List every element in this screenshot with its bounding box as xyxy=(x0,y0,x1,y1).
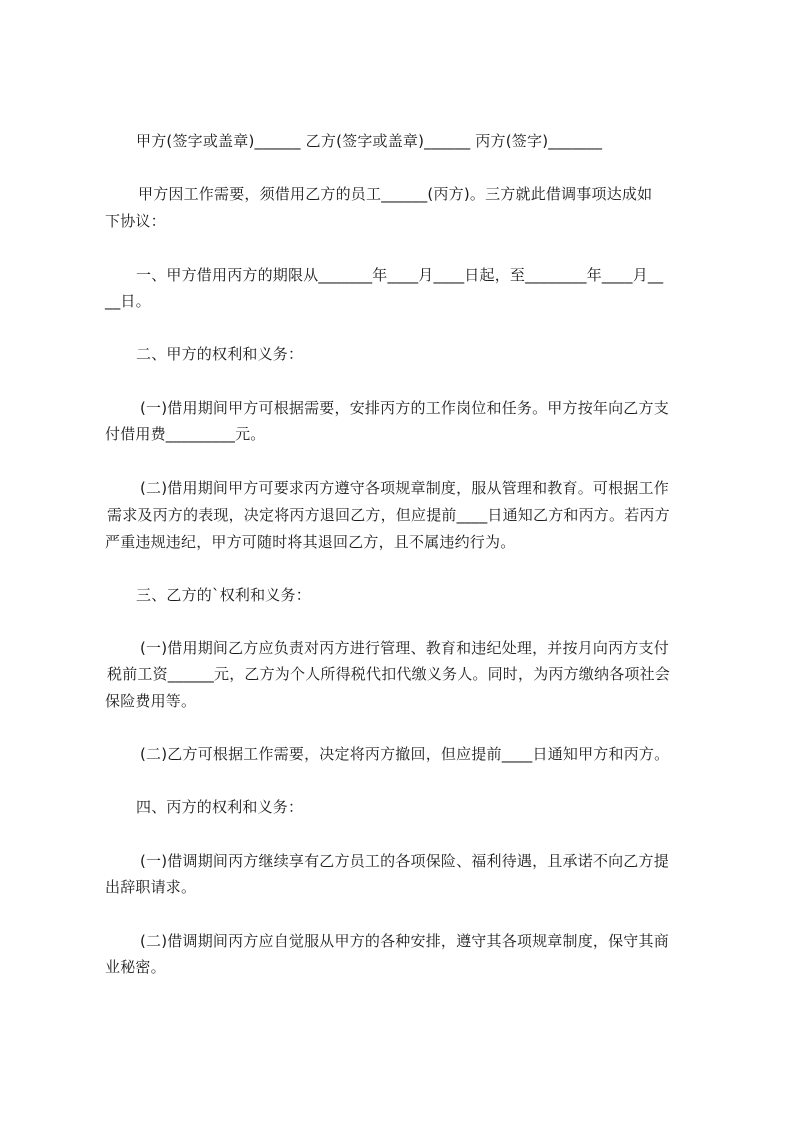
clause1-line-1: 一、甲方借用丙方的期限从_______年____月____日起，至________年____月__ xyxy=(136,266,664,284)
section4-heading: 四、丙方的权利和义务： xyxy=(136,798,304,816)
signature-line: 甲方(签字或盖章)______ 乙方(签字或盖章)______ 丙方(签字)_______ xyxy=(136,132,603,150)
intro-line-1: 甲方因工作需要，须借用乙方的员工______(丙方)。三方就此借调事项达成如 xyxy=(138,185,653,203)
section3-item2-line-1: (二)乙方可根据工作需要，决定将丙方撤回，但应提前____日通知甲方和丙方。 xyxy=(140,745,670,763)
section4-item1-line-1: (一)借调期间丙方继续享有乙方员工的各项保险、福利待遇，且承诺不向乙方提 xyxy=(140,852,669,870)
section2-item1-line-1: (一)借用期间甲方可根据需要，安排丙方的工作岗位和任务。甲方按年向乙方支 xyxy=(140,399,669,417)
section2-item2-line-3: 严重违规违纪，甲方可随时将其退回乙方，且不属违约行为。 xyxy=(105,533,516,551)
section4-item1-line-2: 出辞职请求。 xyxy=(105,878,197,896)
section4-item2-line-1: (二)借调期间丙方应自觉服从甲方的各种安排，遵守其各项规章制度，保守其商 xyxy=(140,932,669,950)
section2-item2-line-1: (二)借用期间甲方可要求丙方遵守各项规章制度，服从管理和教育。可根据工作 xyxy=(140,479,669,497)
section2-item2-line-2: 需求及丙方的表现，决定将丙方退回乙方，但应提前____日通知乙方和丙方。若丙方 xyxy=(107,506,670,524)
clause1-line-2: __日。 xyxy=(105,292,151,310)
section3-heading: 三、乙方的`权利和义务： xyxy=(136,586,311,604)
section3-item1-line-2: 税前工资______元，乙方为个人所得税代扣代缴义务人。同时，为丙方缴纳各项社会 xyxy=(107,665,671,683)
intro-line-2: 下协议： xyxy=(105,212,166,230)
section4-item2-line-2: 业秘密。 xyxy=(105,958,166,976)
section2-item1-line-2: 付借用费_________元。 xyxy=(105,425,266,443)
section2-heading: 二、甲方的权利和义务： xyxy=(136,345,304,363)
section3-item1-line-3: 保险费用等。 xyxy=(105,692,197,710)
section3-item1-line-1: (一)借用期间乙方应负责对丙方进行管理、教育和违纪处理，并按月向丙方支付 xyxy=(140,639,669,657)
